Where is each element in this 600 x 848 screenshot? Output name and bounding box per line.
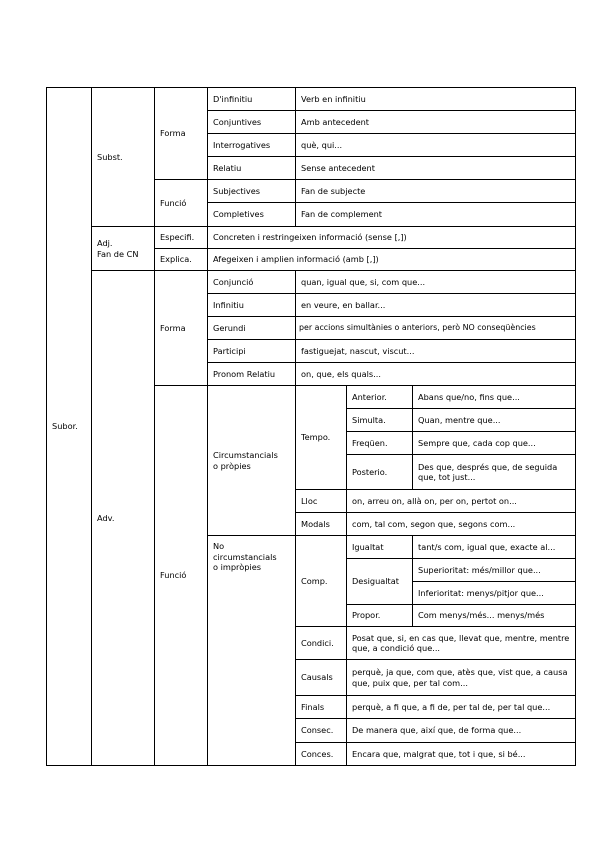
subjectives-cell: Subjectives (207, 179, 296, 203)
subst-cell: Subst. (91, 87, 155, 227)
subst-forma-cell: Forma (154, 87, 208, 180)
lloc-desc: on, arreu on, allà on, per on, pertot on... (346, 489, 576, 513)
lloc-cell: Lloc (295, 489, 347, 513)
propor-desc: Com menys/més... menys/més (412, 604, 576, 627)
causals-desc: perquè, ja que, com que, atès que, vist que, a causa que, puix que, per tal com... (346, 659, 576, 696)
conces-cell: Conces. (295, 742, 347, 766)
tempo-cell: Tempo. (295, 385, 347, 490)
conjuntives-cell: Conjuntives (207, 110, 296, 134)
pronom-relatiu-cell: Pronom Relatiu (207, 362, 296, 386)
finals-cell: Finals (295, 695, 347, 719)
circumstancials-cell: Circumstancials o pròpies (207, 385, 296, 536)
dinfinitiu-desc: Verb en infinitiu (295, 87, 576, 111)
conjuntives-desc: Amb antecedent (295, 110, 576, 134)
frequen-desc: Sempre que, cada cop que... (412, 431, 576, 455)
modals-desc: com, tal com, segon que, segons com... (346, 512, 576, 536)
pronom-relatiu-desc: on, que, els quals... (295, 362, 576, 386)
finals-desc: perquè, a fi que, a fi de, per tal de, per tal que... (346, 695, 576, 719)
adv-funcio-cell: Funció (154, 385, 208, 766)
explica-cell: Explica. (154, 248, 208, 271)
condici-desc: Posat que, si, en cas que, llevat que, mentre, mentre que, a condició que... (346, 626, 576, 660)
anterior-cell: Anterior. (346, 385, 413, 409)
causals-cell: Causals (295, 659, 347, 696)
relatiu-desc: Sense antecedent (295, 156, 576, 180)
no-circumstancials-cell: No circumstancials o impròpies (207, 535, 296, 766)
igualtat-cell: Igualtat (346, 535, 413, 559)
condici-cell: Condici. (295, 626, 347, 660)
subst-funcio-cell: Funció (154, 179, 208, 227)
conjuncio-desc: quan, igual que, si, com que... (295, 270, 576, 294)
infinitiu-cell: Infinitiu (207, 293, 296, 317)
interrogatives-cell: Interrogatives (207, 133, 296, 157)
completives-desc: Fan de complement (295, 202, 576, 227)
simulta-cell: Simulta. (346, 408, 413, 432)
anterior-desc: Abans que/no, fins que... (412, 385, 576, 409)
inferioritat-desc: Inferioritat: menys/pitjor que... (412, 581, 576, 605)
interrogatives-desc: què, qui... (295, 133, 576, 157)
desigualtat-cell: Desigualtat (346, 558, 413, 605)
especifi-desc: Concreten i restringeixen informació (sense [,]) (207, 226, 576, 249)
adv-forma-cell: Forma (154, 270, 208, 386)
posterio-desc: Des que, després que, de seguida que, tot just... (412, 454, 576, 490)
superioritat-desc: Superioritat: més/millor que... (412, 558, 576, 582)
gerundi-desc: per accions simultànies o anteriors, però NO conseqüències (295, 316, 576, 340)
consec-cell: Consec. (295, 718, 347, 743)
dinfinitiu-cell: D'infinitiu (207, 87, 296, 111)
comp-cell: Comp. (295, 535, 347, 627)
infinitiu-desc: en veure, en ballar... (295, 293, 576, 317)
completives-cell: Completives (207, 202, 296, 227)
frequen-cell: Freqüen. (346, 431, 413, 455)
participi-desc: fastiguejat, nascut, viscut... (295, 339, 576, 363)
adv-cell: Adv. (91, 270, 155, 766)
subor-cell: Subor. (46, 87, 92, 766)
explica-desc: Afegeixen i amplien informació (amb [,]) (207, 248, 576, 271)
participi-cell: Participi (207, 339, 296, 363)
subjectives-desc: Fan de subjecte (295, 179, 576, 203)
conjuncio-cell: Conjunció (207, 270, 296, 294)
adj-cell: Adj. Fan de CN (91, 226, 155, 271)
especifi-cell: Especifi. (154, 226, 208, 249)
consec-desc: De manera que, així que, de forma que... (346, 718, 576, 743)
conces-desc: Encara que, malgrat que, tot i que, si bé... (346, 742, 576, 766)
gerundi-cell: Gerundi (207, 316, 296, 340)
simulta-desc: Quan, mentre que... (412, 408, 576, 432)
modals-cell: Modals (295, 512, 347, 536)
relatiu-cell: Relatiu (207, 156, 296, 180)
propor-cell: Propor. (346, 604, 413, 627)
posterio-cell: Posterio. (346, 454, 413, 490)
igualtat-desc: tant/s com, igual que, exacte al... (412, 535, 576, 559)
